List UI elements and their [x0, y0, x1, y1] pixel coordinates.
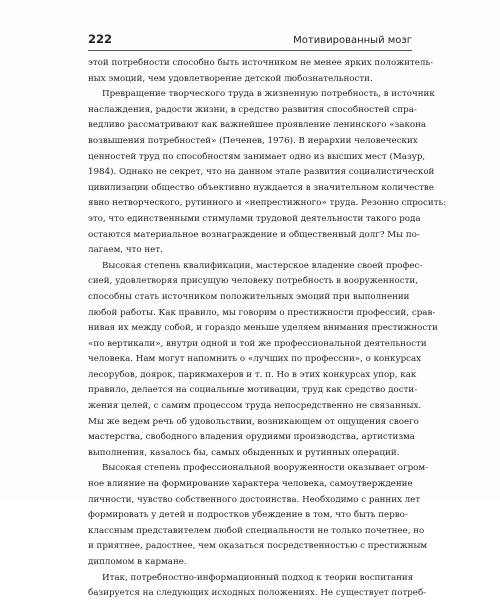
text-line: нивая их между собой, и гораздо меньше уделяем внимания престижности — [88, 323, 438, 334]
text-line: сией, удовлетворяя присущую человеку потребность в вооруженности, — [88, 276, 418, 287]
text-line: любой работы. Как правило, мы говорим о престижности профессий, срав- — [88, 307, 436, 318]
text-line: ведливо рассматривают как важнейшее проявление ленинского «закона — [88, 120, 427, 131]
text-line: явно нетворческого, рутинного и «непрестижного» труда. Резонно спросить: — [88, 198, 447, 209]
text-line: мастерства, свободного владения орудиями производства, артистизма — [88, 432, 415, 443]
text-line: остаются материальное вознаграждение и общественный долг? Мы по- — [88, 229, 420, 240]
page-header — [88, 32, 412, 50]
text-line: возвышения потребностей» (Печенев, 1976). В иерархии человеческих — [88, 135, 418, 146]
text-line: жения целей, с самим процессом труда непосредственно не связанных. — [88, 401, 422, 412]
text-line: Высокая степень профессиональной вооруженности оказывает огром- — [102, 463, 429, 474]
text-line: цивилизации общество объективно нуждается в значительном количестве — [88, 182, 434, 193]
text-line: Высокая степень квалификации, мастерское владение своей профес- — [102, 260, 423, 271]
text-line: наслаждения, радости жизни, в средство развития способностей спра- — [88, 104, 417, 115]
text-line: дипломом в кармане. — [88, 557, 187, 567]
text-line: Итак, потребностно-информационный подход к теории воспитания — [102, 572, 414, 583]
text-line: формировать у детей и подростков убеждение в том, что быть перво- — [88, 510, 408, 521]
text-line: лагаем, что нет. — [88, 245, 163, 256]
body-text — [88, 56, 447, 602]
text-line: способны стать источником положительных эмоций при выполнении — [88, 291, 410, 302]
text-line: ценностей труд по способностям занимает одно из высших мест (Мазур, — [88, 151, 426, 162]
text-line: человека. Нам могут напомнить о «лучших по профессии», о конкурсах — [88, 354, 422, 365]
text-line: базируется на следующих исходных положениях. Не существует потреб- — [88, 588, 427, 599]
text-line: классным представителем любой специальности не только почетнее, но — [88, 525, 425, 536]
text-line: этой потребности способно быть источником не менее ярких положитель- — [88, 58, 434, 68]
text-line: ное влияние на формирование характера человека, самоутверждение — [88, 479, 413, 490]
text-line: это, что единственными стимулами трудовой деятельности такого рода — [88, 213, 421, 224]
text-line: 1984). Однако не секрет, что на данном этапе развития социалистической — [88, 167, 435, 178]
text-line: лесорубов, доярок, парикмахеров и т. п. Но в этих конкурсах упор, как — [88, 369, 417, 380]
text-line: Мы же ведем речь об удовольствии, возникающем от ощущения своего — [88, 416, 419, 427]
text-line: выполнения, казалось бы, самых обыденных и рутинных операций. — [88, 447, 400, 458]
page-number: 222 — [88, 32, 113, 46]
running-title: Мотивированный мозг — [293, 35, 412, 46]
text-line: и приятнее, радостнее, чем оказаться посредственностью с престижным — [88, 541, 428, 552]
text-line: личности, чувство собственного достоинства. Необходимо с ранних лет — [88, 494, 421, 505]
header-rule — [88, 50, 412, 51]
text-line: «по вертикали», внутри одной и той же профессиональной деятельности — [88, 338, 427, 349]
text-line: правило, делается на социальные мотивации, труд как средство дости- — [88, 385, 418, 396]
text-line: ных эмоций, чем удовлетворение детской любознательности. — [88, 73, 373, 84]
text-line: Превращение творческого труда в жизненную потребность, в источник — [102, 89, 435, 100]
